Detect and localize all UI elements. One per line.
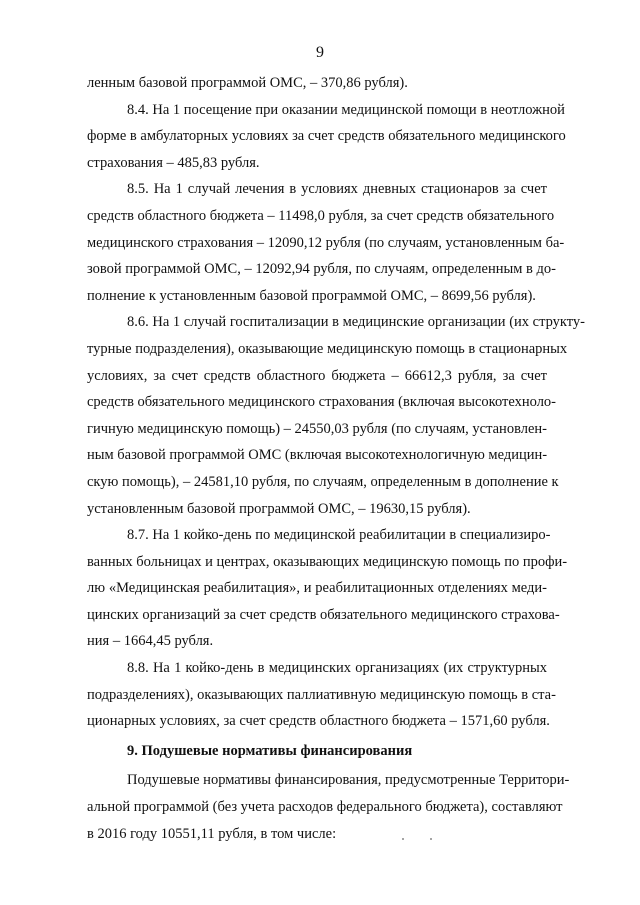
text-line: установленным базовой программой ОМС, – 19630,15 рубля). [87,500,471,517]
text-line: ленным базовой программой ОМС, – 370,86 рубля). [87,75,408,91]
paragraph-8-4 [87,97,566,177]
text-line: гичную медицинскую помощь) – 24550,03 рубля (по случаям, установлен- [87,420,547,437]
text-line: скую помощь), – 24581,10 рубля, по случаям, определенным в дополнение к [87,473,559,490]
text-line: 8.8. На 1 койко-день в медицинских организациях (их структурных [127,660,547,677]
text-line: цинских организаций за счет средств обязательного медицинского страхова- [87,606,560,623]
paragraph-8-7 [87,522,568,655]
scan-speck [430,838,432,840]
text-line: полнение к установленным базовой программой ОМС, – 8699,56 рубля). [87,287,536,304]
paragraph-8-6 [87,309,585,522]
text-line: условиях, за счет средств областного бюджета – 66612,3 рубля, за счет [87,367,547,384]
document-body [87,70,585,847]
text-line: средств областного бюджета – 11498,0 рубля, за счет средств обязательного [87,207,555,224]
paragraph-intro-continuation [87,70,547,97]
text-line: турные подразделения), оказывающие медицинскую помощь в стационарных [87,340,568,357]
text-line: 8.6. На 1 случай госпитализации в медицинские организации (их структу- [127,314,585,331]
text-line: ционарных условиях, за счет средств областного бюджета – 1571,60 рубля. [87,713,550,730]
scan-speck [402,838,404,840]
text-line: 8.5. На 1 случай лечения в условиях дневных стационаров за счет [127,181,547,198]
paragraph-8-8 [87,655,556,735]
text-line: зовой программой ОМС, – 12092,94 рубля, по случаям, определенным в до- [87,261,556,278]
text-line: ным базовой программой ОМС (включая высокотехнологичную медицин- [87,447,548,464]
text-line: в 2016 году 10551,11 рубля, в том числе: [87,825,337,842]
section-heading: 9. Подушевые нормативы финансирования [127,742,413,759]
text-line: 8.4. На 1 посещение при оказании медицинской помощи в неотложной [127,101,565,118]
text-line: ванных больницах и центрах, оказывающих медицинскую помощь по профи- [87,553,568,570]
text-line: 8.7. На 1 койко-день по медицинской реабилитации в специализиро- [127,527,551,544]
text-line: страхования – 485,83 рубля. [87,154,260,171]
paragraph-8-5 [87,176,565,309]
text-line: лю «Медицинская реабилитация», и реабилитационных отделениях меди- [87,580,547,597]
text-line: альной программой (без учета расходов федерального бюджета), составляют [87,799,563,816]
text-line: средств обязательного медицинского страхования (включая высокотехноло- [87,394,557,411]
paragraph-9 [87,767,570,847]
page-number: 9 [316,44,324,61]
text-line: подразделениях), оказывающих паллиативную медицинскую помощь в ста- [87,686,556,703]
text-line: ния – 1664,45 рубля. [87,633,214,650]
text-line: Подушевые нормативы финансирования, предусмотренные Территори- [127,772,570,789]
text-line: форме в амбулаторных условиях за счет средств обязательного медицинского [87,128,566,145]
text-line: медицинского страхования – 12090,12 рубля (по случаям, установленным ба- [87,234,565,251]
